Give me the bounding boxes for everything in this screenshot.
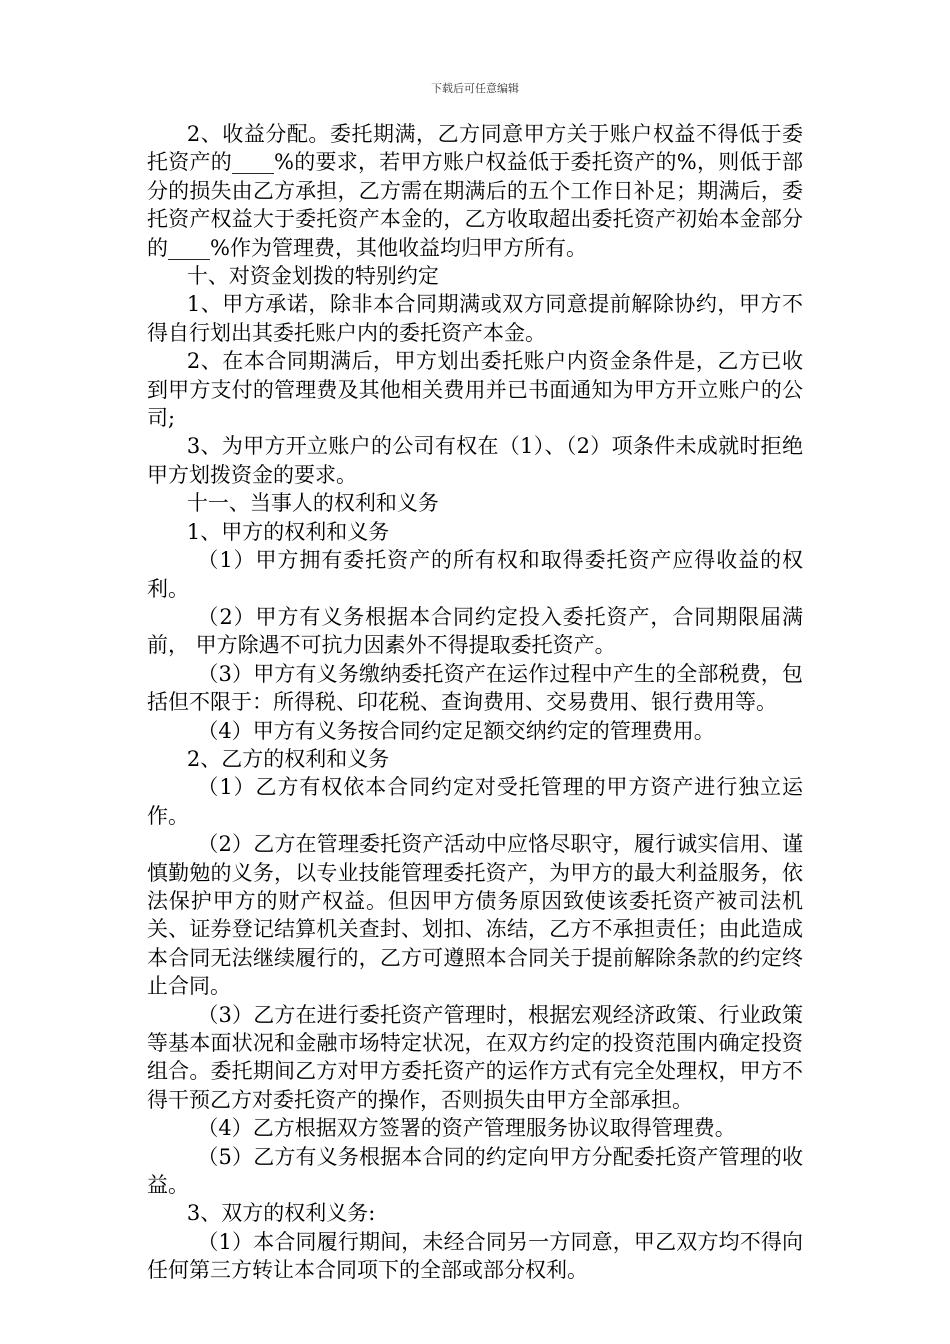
paragraph: 1、甲方的权利和义务 xyxy=(186,519,390,544)
paragraph: （3）甲方有义务缴纳委托资产在运作过程中产生的全部税费，包括但不限于：所得税、印花税、查询费用、交易费用、银行费用等。 xyxy=(147,661,803,715)
paragraph: （4）甲方有义务按合同约定足额交纳约定的管理费用。 xyxy=(197,718,715,743)
page-header: 下载后可任意编辑 xyxy=(431,82,519,95)
document-body xyxy=(147,120,803,1285)
paragraph: （4）乙方根据双方签署的资产管理服务协议取得管理费。 xyxy=(197,1116,736,1141)
paragraph: 1、甲方承诺，除非本合同期满或双方同意提前解除协约，甲方不得自行划出其委托账户内的委托资产本金。 xyxy=(147,292,803,345)
paragraph: （5）乙方有义务根据本合同的约定向甲方分配委托资产管理的收益。 xyxy=(147,1144,803,1198)
paragraph: （2）甲方有义务根据本合同约定投入委托资产，合同期限届满前， 甲方除遇不可抗力因素外不得提取委托资产。 xyxy=(147,604,803,658)
paragraph: （1）甲方拥有委托资产的所有权和取得委托资产应得收益的权利。 xyxy=(147,548,803,601)
paragraph: 十、对资金划拨的特别约定 xyxy=(186,264,439,289)
paragraph: （1）乙方有权依本合同约定对受托管理的甲方资产进行独立运作。 xyxy=(147,775,803,828)
paragraph: 2、收益分配。委托期满，乙方同意甲方关于账户权益不得低于委托资产的____%的要求，若甲方账户权益低于委托资产的%，则低于部分的损失由乙方承担，乙方需在期满后的五个工作日补足；期满后，委托资产权益大于委托资产本金的，乙方收取超出委托资产初始本金部分的____%作为管理费，其他收益均归甲方所有。 xyxy=(147,122,803,260)
paragraph: （3）乙方在进行委托资产管理时，根据宏观经济政策、行业政策等基本面状况和金融市场特定状况，在双方约定的投资范围内确定投资组合。委托期间乙方对甲方委托资产的运作方式有完全处理权，甲方不得干预乙方对委托资产的操作，否则损失由甲方全部承担。 xyxy=(147,1002,803,1112)
paragraph: （1）本合同履行期间，未经合同另一方同意，甲乙双方均不得向任何第三方转让本合同项下的全部或部分权利。 xyxy=(147,1229,803,1283)
paragraph: 3、双方的权利义务: xyxy=(186,1201,376,1226)
paragraph: （2）乙方在管理委托资产活动中应恪尽职守，履行诚实信用、谨慎勤勉的义务，以专业技能管理委托资产，为甲方的最大利益服务，依法保护甲方的财产权益。但因甲方债务原因致使该委托资产被司法机关、证券登记结算机关查封、划扣、冻结，乙方不承担责任；由此造成本合同无法继续履行的，乙方可遵照本合同关于提前解除条款的约定终止合同。 xyxy=(147,832,803,999)
paragraph: 3、为甲方开立账户的公司有权在（1）、（2）项条件未成就时拒绝甲方划拨资金的要求。 xyxy=(147,434,803,487)
paragraph: 2、乙方的权利和义务 xyxy=(186,746,390,771)
paragraph: 十一、当事人的权利和义务 xyxy=(186,491,439,516)
paragraph: 2、在本合同期满后，甲方划出委托账户内资金条件是，乙方已收到甲方支付的管理费及其他相关费用并已书面通知为甲方开立账户的公司; xyxy=(147,349,803,431)
